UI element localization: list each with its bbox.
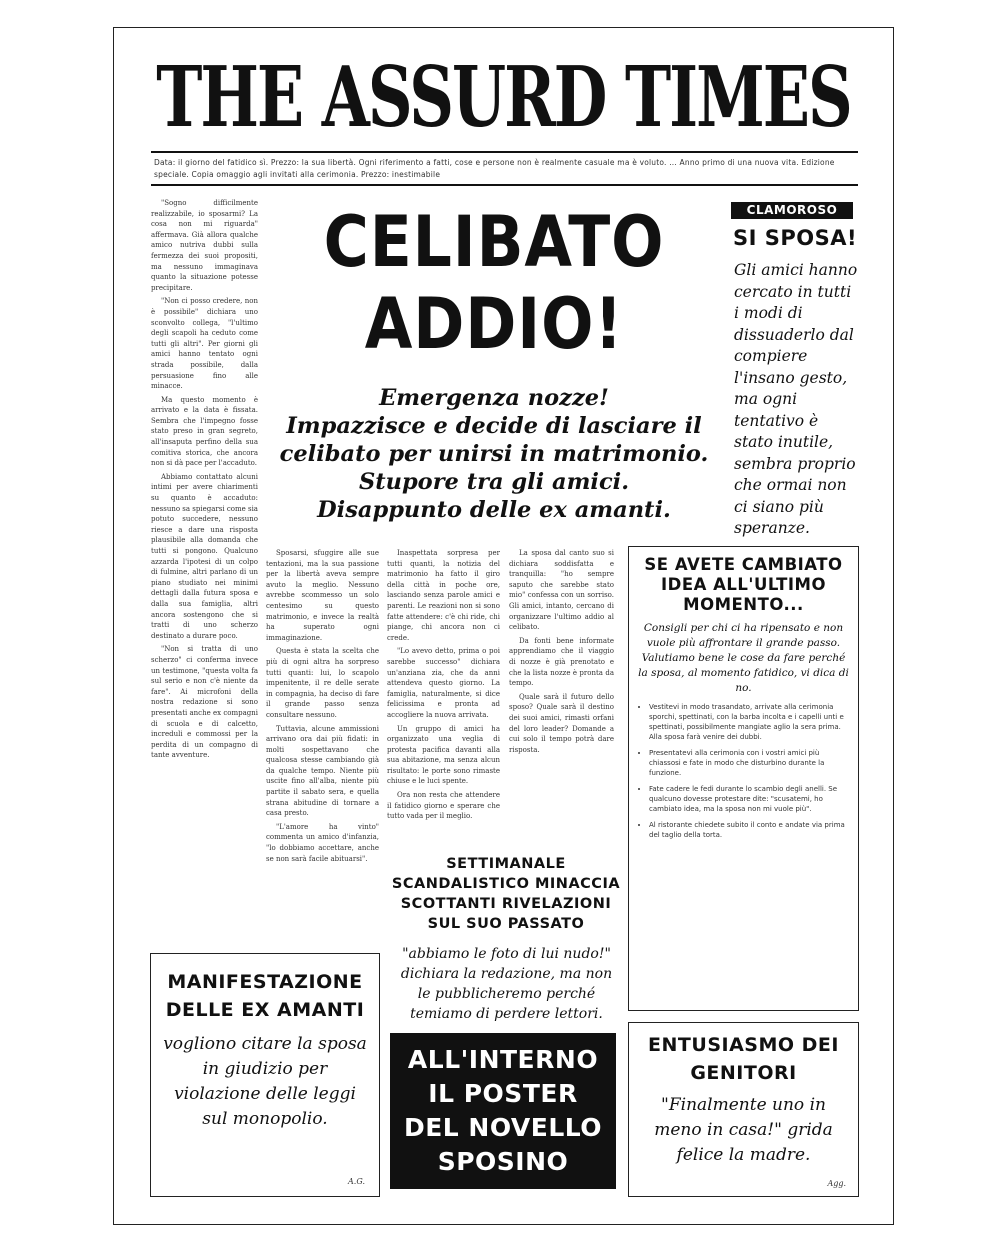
list-item: • Fate cadere le fedi durante lo scambio degli anelli. Se qualcuno dovesse protestare dite: "scusatemi, ho cambiato idea, ma la sposa non mi vuole più". (649, 784, 850, 814)
dateline: Data: il giorno del fatidico sì. Prezzo: la sua libertà. Ogni riferimento a fatti, cose e persone non è realmente casuale ma è voluto. ... Anno primo di una nuova vita. Edizione speciale. Copia omaggio agli invitati alla cerimonia. Prezzo: inestimabile (154, 158, 835, 179)
masthead-rule-bottom (151, 184, 858, 186)
box-cambiato-idea (628, 546, 859, 1011)
box-manifestazione-body: vogliono citare la sposa in giudizio per violazione delle leggi sul monopolio. (163, 1034, 367, 1129)
masthead-rule-top (151, 151, 858, 153)
box-manifestazione-title: MANIFESTAZIONE DELLE EX AMANTI (165, 971, 365, 1021)
article-column-mid-1: Sposarsi, sfuggire alle sue tentazioni, ma la sua passione per la libertà aveva sempre avuto la meglio. Nessuno avrebbe scommesso un solo centesimo su questo matrimonio, e invece la realtà ha superato ogni immaginazione. Questa è stata la scelta che più di ogni altra ha sorpreso tutti quanti: lui, lo scapolo impenitente, il re delle serate in compagnia, ha deciso di fare il grande passo senza consultare nessuno. Tuttavia, alcune ammissioni arrivano ora dai più fidati: in molti sospettavano che qualcosa stesse cambiando già da qualche tempo. Niente più uscite fino all'alba, niente più partite il sabato sera, e quella strana abitudine di tornare a casa presto. "L'amore ha vinto" commenta un amico d'infanzia, "lo dobbiamo accettare, anche se non sarà facile abituarsi". (266, 549, 379, 863)
box-genitori-title: ENTUSIASMO DEI GENITORI (648, 1034, 839, 1084)
clamoroso-tag: CLAMOROSO (731, 202, 853, 219)
signature: A.G. (348, 1177, 365, 1186)
article-column-left: "Sogno difficilmente realizzabile, io sposarmi? La cosa non mi riguarda" affermava. Già allora qualche amico nutriva dubbi sulla fermezza dei suoi propositi, ma nessuno immaginava quanto la situazione potesse precipitare. "Non ci posso credere, non è possibile" dichiara uno sconvolto collega, "l'ultimo degli scapoli ha ceduto come tutti gli altri". Per giorni gli amici hanno tentato ogni strada possibile, dalla persuasione fino alle minacce. Ma questo momento è arrivato e la data è fissata. Sembra che l'impegno fosse stato preso in gran segreto, all'insaputa perfino della sua comitiva storica, che ancora non si dà pace per l'accaduto. Abbiamo contattato alcuni intimi per avere chiarimenti su quanto è accaduto: nessuno sa spiegarsi come sia potuto succedere, nessuno riesce a dare una risposta plausibile alla domanda che tutti si pongono. Qualcuno azzarda l'ipotesi di un colpo di fulmine, altri parlano di un piano studiato nei minimi dettagli dalla futura sposa e dalla sua famiglia, altri ancora sostengono che si tratti di uno scherzo destinato a durare poco. "Non si tratta di uno scherzo" ci conferma invece un testimone, "questa volta fa sul serio e non c'è niente da fare". Ai microfoni della nostra redazione si sono presentati anche ex compagni di scuola e di calcetto, increduli e commossi per la perdita di un compagno di tante avventure. (151, 199, 258, 760)
list-item: • Vestitevi in modo trasandato, arrivate alla cerimonia sporchi, spettinati, con la barba incolta e i capelli unti e spettinati, possibilmente mangiate aglio la sera prima. Alla sposa farà venire dei dubbi. (649, 702, 850, 742)
signature: Agg. (827, 1179, 846, 1188)
box-all-interno: ALL'INTERNO IL POSTER DEL NOVELLO SPOSINO (390, 1033, 616, 1189)
newspaper-page (113, 27, 894, 1225)
article-column-mid-2: Inaspettata sorpresa per tutti quanti, la notizia del matrimonio ha fatto il giro della città in poche ore, lasciando senza parole amici e parenti. Le reazioni non si sono fatte attendere: c'è chi ride, chi piange, chi ancora non ci crede. "Lo avevo detto, prima o poi sarebbe successo" dichiara un'anziana zia, che da anni attendeva questo giorno. La famiglia, naturalmente, si dice felicissima e pronta ad accogliere la nuova arrivata. Un gruppo di amici ha organizzato una veglia di protesta pacifica davanti alla sua abitazione, ma senza alcun risultato: le porte sono rimaste chiuse e le luci spente. Ora non resta che attendere il fatidico giorno e sperare che tutto vada per il meglio. (387, 549, 500, 821)
box-manifestazione (150, 953, 380, 1197)
box-genitori-body: "Finalmente uno in meno in casa!" grida felice la madre. (654, 1095, 833, 1165)
sidebar-body: Gli amici hanno cercato in tutti i modi di dissuaderlo dal compiere l'insano gesto, ma ogni tentativo è stato inutile, sembra proprio che ormai non ci siano più speranze. (734, 261, 858, 537)
list-item: • Al ristorante chiedete subito il conto e andate via prima del taglio della torta. (649, 820, 850, 840)
box-cambiato-list (649, 702, 850, 840)
main-headline: CELIBATO ADDIO! (323, 201, 665, 365)
box-genitori (628, 1022, 859, 1197)
article-column-mid-3: La sposa dal canto suo si dichiara soddisfatta e tranquilla: "ho sempre saputo che sarebbe stato mio" confessa con un sorriso. Gli amici, intanto, cercano di organizzare l'ultimo addio al celibato. Da fonti bene informate apprendiamo che il viaggio di nozze è già prenotato e che la lista nozze è pronta da tempo. Quale sarà il futuro dello sposo? Quale sarà il destino dei suoi amici, rimasti orfani del loro leader? Domande a cui solo il tempo potrà dare risposta. (509, 549, 614, 754)
list-item: • Presentatevi alla cerimonia con i vostri amici più chiassosi e fate in modo che disturbino durante la funzione. (649, 748, 850, 778)
subheadline: Emergenza nozze! Impazzisce e decide di lasciare il celibato per unirsi in matrimonio. Stupore tra gli amici. Disappunto delle ex amanti. (279, 385, 709, 523)
masthead: THE ASSURD TIMES (156, 47, 851, 147)
box-cambiato-intro: Consigli per chi ci ha ripensato e non vuole più affrontare il grande passo. Valutiamo bene le cose da fare perché la sposa, al momento fatidico, vi dica di no. (638, 622, 849, 694)
scandal-title: SETTIMANALE SCANDALISTICO MINACCIA SCOTTANTI RIVELAZIONI SUL SUO PASSATO (391, 856, 621, 932)
sidebar-title: SI SPOSA! (733, 226, 858, 250)
scandal-body: "abbiamo le foto di lui nudo!" dichiara la redazione, ma non le pubblicheremo perché temiamo di perdere lettori. (400, 946, 613, 1022)
box-cambiato-title: SE AVETE CAMBIATO IDEA ALL'ULTIMO MOMENTO... (644, 555, 843, 614)
